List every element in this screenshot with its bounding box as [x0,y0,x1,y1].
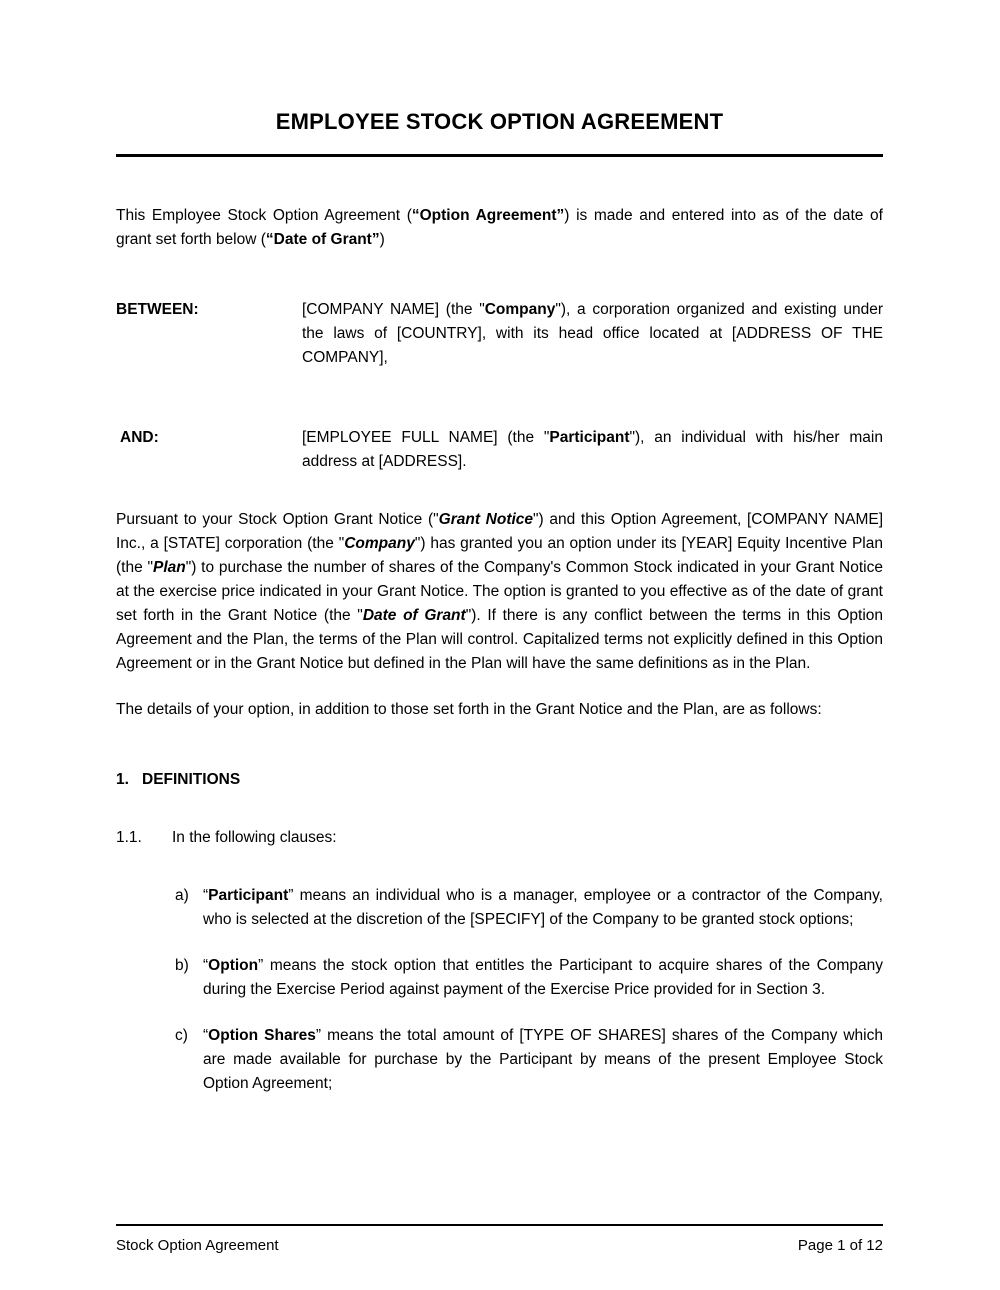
party-between-text-2: "), a corporation organized and existing under the laws of [COUNTRY], with its head office located at [ADDRESS OF THE COMPANY], [302,301,883,366]
spacer [116,850,883,884]
intro-text-2: ) is made and entered into as of the date of grant set forth below ( [116,207,883,248]
spacer [116,474,883,508]
list-marker-a: a) [175,887,189,904]
clause-text: In the following clauses: [172,829,337,846]
quote-close-a: ” [288,887,294,904]
section-number: 1. [116,771,129,788]
page-title: EMPLOYEE STOCK OPTION AGREEMENT [275,109,724,134]
pursuant-text-1: Pursuant to your Stock Option Grant Notice (" [116,511,439,528]
list-marker-c: c) [175,1027,188,1044]
intro-term-option-agreement: “Option Agreement” [411,207,565,224]
party-between-text [302,298,883,370]
quote-open-b: “ [203,957,209,974]
party-and-label: AND: [120,429,159,446]
pursuant-text-2: ") and this Option Agreement, [COMPANY NAME] Inc., a [STATE] corporation (the " [116,511,883,552]
pursuant-text-3: ") has granted you an option under its [YEAR] Equity Incentive Plan (the " [116,535,883,576]
definition-body-a: means an individual who is a manager, employee or a contractor of the Company, who is selected at the discretion of the [SPECIFY] of the Company to be granted stock options; [203,887,883,928]
list-item [116,884,883,932]
definition-term-option: Option [208,957,259,974]
party-between-label: BETWEEN: [116,301,199,318]
spacer [116,676,883,698]
pursuant-term-grant-notice: Grant Notice [438,511,534,528]
intro-term-date-of-grant: “Date of Grant” [265,231,380,248]
pursuant-term-company: Company [344,535,415,552]
footer-row [116,1226,883,1257]
pursuant-term-date-of-grant: Date of Grant [362,607,466,624]
party-and-text-2: "), an individual with his/her main address at [ADDRESS]. [302,429,883,470]
pursuant-text-4: ") to purchase the number of shares of the Company's Common Stock indicated in your Grant Notice at the exercise price indicated in your Grant Notice. The option is granted to you effective as of the date of grant set forth in the Grant Notice (the " [116,559,883,624]
spacer [116,252,883,298]
pursuant-paragraph [116,508,883,676]
intro-paragraph [116,204,883,252]
party-and-text-1: [EMPLOYEE FULL NAME] (the " [302,429,550,446]
party-and-term-participant: Participant [549,429,630,446]
clause-1-1 [116,826,883,850]
pursuant-term-plan: Plan [152,559,186,576]
party-between [116,298,883,370]
pursuant-text-5: "). If there is any conflict between the terms in this Option Agreement and the Plan, the terms of the Plan will control. Capitalized terms not explicitly defined in this Option Agreement or in the Grant Notice but defined in the Plan will have the same definitions as in the Plan. [116,607,884,672]
definition-term-option-shares: Option Shares [208,1027,316,1044]
party-between-term-company: Company [484,301,556,318]
quote-close-b: ” [258,957,264,974]
spacer [116,157,883,204]
intro-text-3: ) [379,231,385,248]
list-item [116,1024,883,1096]
list-item-text-b [203,954,883,1002]
party-and-text [302,426,883,474]
list-marker-b: b) [175,957,189,974]
quote-open-c: “ [203,1027,209,1044]
list-item-text-a [203,884,883,932]
footer-page-number: Page 1 of 12 [797,1237,883,1254]
spacer [116,370,883,426]
section-title: DEFINITIONS [142,771,241,788]
quote-close-c: ” [315,1027,322,1044]
page-footer [116,1224,883,1257]
quote-open-a: “ [203,887,209,904]
details-paragraph: The details of your option, in addition to those set forth in the Grant Notice and the Plan, are as follows: [116,701,822,718]
definition-term-participant: Participant [208,887,289,904]
definition-body-c: means the total amount of [TYPE OF SHARES] shares of the Company which are made available for purchase by the Participant by means of the present Employee Stock Option Agreement; [203,1027,883,1092]
definition-body-b: means the stock option that entitles the Participant to acquire shares of the Company during the Exercise Period against payment of the Exercise Price provided for in Section 3. [203,957,883,998]
footer-document-name: Stock Option Agreement [116,1237,279,1254]
section-heading-definitions [116,768,883,792]
spacer [116,1002,883,1024]
document-content [116,0,883,1096]
intro-text-1: This Employee Stock Option Agreement ( [116,207,412,224]
party-between-text-1: [COMPANY NAME] (the " [302,301,485,318]
list-item-text-c [203,1024,883,1096]
spacer [116,722,883,768]
clause-number: 1.1. [116,829,142,846]
list-item [116,954,883,1002]
party-and [116,426,883,474]
spacer [116,932,883,954]
spacer [116,792,883,826]
